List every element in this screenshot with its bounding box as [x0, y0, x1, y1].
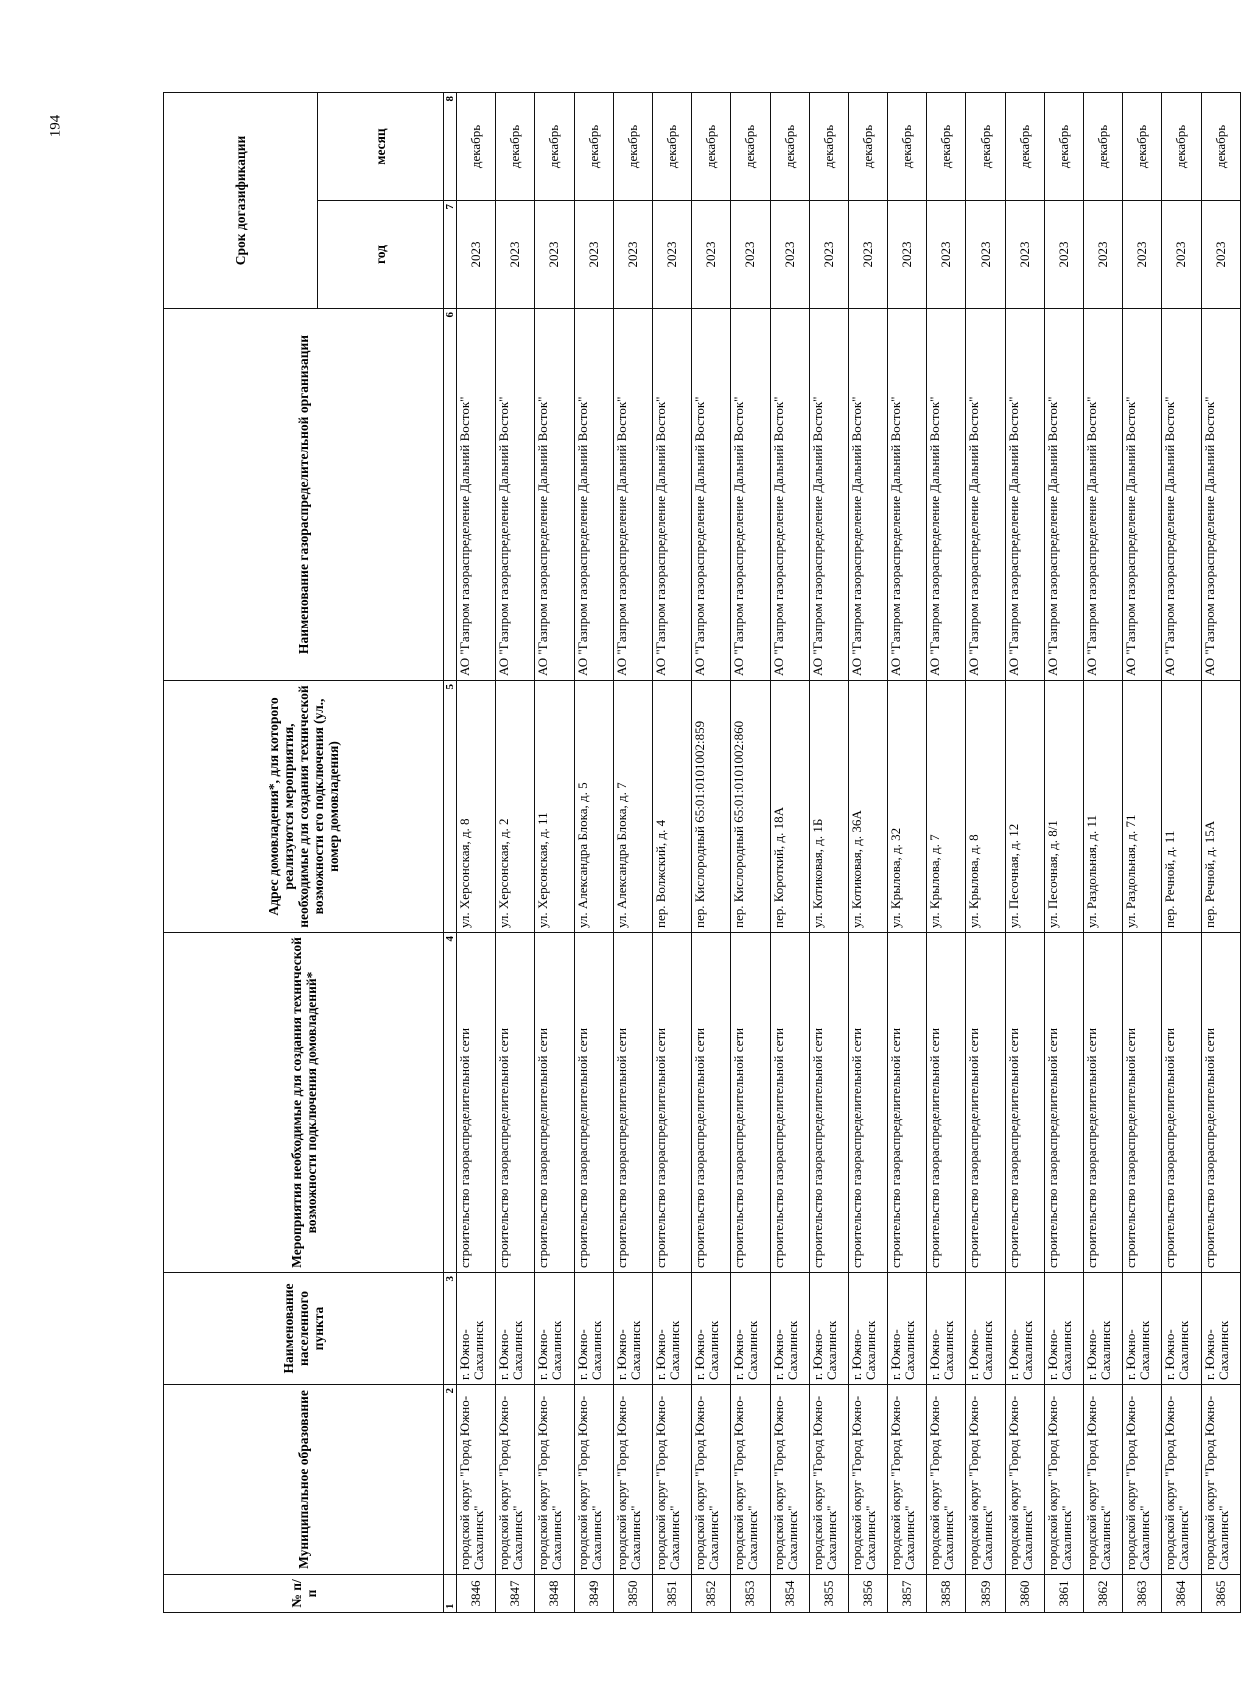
cell-address: ул. Котиковая, д. 1Б	[809, 681, 848, 933]
table-row	[535, 92, 574, 1612]
cell-measures: строительство газораспределительной сети	[848, 933, 887, 1273]
cell-year: 2023	[731, 201, 770, 309]
cell-settlement: г. Южно-Сахалинск	[613, 1273, 652, 1385]
cell-municipality: городской округ "Город Южно-Сахалинск"	[770, 1385, 809, 1575]
cell-gdo: АО "Газпром газораспределение Дальний Восток"	[1044, 309, 1083, 681]
cell-year: 2023	[496, 201, 535, 309]
cell-month: декабрь	[1201, 92, 1240, 200]
cell-year: 2023	[1162, 201, 1201, 309]
cell-measures: строительство газораспределительной сети	[1201, 933, 1240, 1273]
cell-gdo: АО "Газпром газораспределение Дальний Восток"	[496, 309, 535, 681]
cell-settlement: г. Южно-Сахалинск	[496, 1273, 535, 1385]
column-number: 1	[444, 1575, 457, 1613]
cell-gdo: АО "Газпром газораспределение Дальний Восток"	[1201, 309, 1240, 681]
column-number: 3	[444, 1273, 457, 1385]
header-row	[164, 92, 318, 1612]
cell-address: ул. Херсонская, д. 2	[496, 681, 535, 933]
cell-num: 3864	[1162, 1575, 1201, 1613]
cell-municipality: городской округ "Город Южно-Сахалинск"	[966, 1385, 1005, 1575]
cell-month: декабрь	[1162, 92, 1201, 200]
cell-num: 3846	[457, 1575, 496, 1613]
cell-address: ул. Котиковая, д. 36А	[848, 681, 887, 933]
table-row	[1084, 92, 1123, 1612]
cell-year: 2023	[966, 201, 1005, 309]
cell-month: декабрь	[848, 92, 887, 200]
table-header	[164, 92, 457, 1612]
cell-settlement: г. Южно-Сахалинск	[652, 1273, 691, 1385]
cell-num: 3865	[1201, 1575, 1240, 1613]
cell-num: 3850	[613, 1575, 652, 1613]
header-year: год	[318, 201, 444, 309]
cell-municipality: городской округ "Город Южно-Сахалинск"	[848, 1385, 887, 1575]
cell-municipality: городской округ "Город Южно-Сахалинск"	[1201, 1385, 1240, 1575]
cell-address: пер. Речной, д. 15А	[1201, 681, 1240, 933]
header-gdo: Наименование газораспределительной организации	[164, 309, 444, 681]
cell-num: 3861	[1044, 1575, 1083, 1613]
cell-month: декабрь	[888, 92, 927, 200]
table-row	[1162, 92, 1201, 1612]
cell-settlement: г. Южно-Сахалинск	[1005, 1273, 1044, 1385]
cell-address: ул. Херсонская, д. 8	[457, 681, 496, 933]
cell-num: 3854	[770, 1575, 809, 1613]
cell-month: декабрь	[1123, 92, 1162, 200]
cell-gdo: АО "Газпром газораспределение Дальний Восток"	[927, 309, 966, 681]
cell-gdo: АО "Газпром газораспределение Дальний Восток"	[731, 309, 770, 681]
cell-year: 2023	[535, 201, 574, 309]
cell-gdo: АО "Газпром газораспределение Дальний Восток"	[809, 309, 848, 681]
cell-municipality: городской округ "Город Южно-Сахалинск"	[535, 1385, 574, 1575]
cell-num: 3857	[888, 1575, 927, 1613]
cell-month: декабрь	[574, 92, 613, 200]
cell-settlement: г. Южно-Сахалинск	[574, 1273, 613, 1385]
cell-settlement: г. Южно-Сахалинск	[848, 1273, 887, 1385]
cell-settlement: г. Южно-Сахалинск	[1162, 1273, 1201, 1385]
column-number: 8	[444, 92, 457, 200]
cell-address: ул. Раздольная, д. 71	[1123, 681, 1162, 933]
cell-address: пер. Кислородный 65:01:0101002:860	[731, 681, 770, 933]
cell-measures: строительство газораспределительной сети	[496, 933, 535, 1273]
table-row	[574, 92, 613, 1612]
cell-num: 3862	[1084, 1575, 1123, 1613]
cell-municipality: городской округ "Город Южно-Сахалинск"	[692, 1385, 731, 1575]
cell-municipality: городской округ "Город Южно-Сахалинск"	[652, 1385, 691, 1575]
cell-num: 3858	[927, 1575, 966, 1613]
cell-measures: строительство газораспределительной сети	[1123, 933, 1162, 1273]
table-row	[613, 92, 652, 1612]
table-row	[848, 92, 887, 1612]
cell-settlement: г. Южно-Сахалинск	[770, 1273, 809, 1385]
cell-measures: строительство газораспределительной сети	[652, 933, 691, 1273]
cell-year: 2023	[1123, 201, 1162, 309]
cell-year: 2023	[613, 201, 652, 309]
header-settlement: Наименование населенного пункта	[164, 1273, 444, 1385]
table-row	[888, 92, 927, 1612]
cell-gdo: АО "Газпром газораспределение Дальний Восток"	[770, 309, 809, 681]
cell-gdo: АО "Газпром газораспределение Дальний Восток"	[1162, 309, 1201, 681]
cell-address: ул. Александра Блока, д. 7	[613, 681, 652, 933]
cell-gdo: АО "Газпром газораспределение Дальний Восток"	[1005, 309, 1044, 681]
header-measures: Мероприятия необходимые для создания технической возможности подключения домовладений*	[164, 933, 444, 1273]
header-month: месяц	[318, 92, 444, 200]
table-row	[809, 92, 848, 1612]
cell-municipality: городской округ "Город Южно-Сахалинск"	[888, 1385, 927, 1575]
cell-measures: строительство газораспределительной сети	[574, 933, 613, 1273]
cell-year: 2023	[809, 201, 848, 309]
cell-address: ул. Херсонская, д. 11	[535, 681, 574, 933]
table-row	[770, 92, 809, 1612]
table-row	[652, 92, 691, 1612]
cell-measures: строительство газораспределительной сети	[1162, 933, 1201, 1273]
cell-num: 3863	[1123, 1575, 1162, 1613]
cell-num: 3847	[496, 1575, 535, 1613]
cell-address: ул. Крылова, д. 32	[888, 681, 927, 933]
cell-settlement: г. Южно-Сахалинск	[731, 1273, 770, 1385]
cell-gdo: АО "Газпром газораспределение Дальний Восток"	[574, 309, 613, 681]
header-address: Адрес домовладения*, для которого реализуются мероприятия, необходимые для создания технической возможности его подключения (ул., номер домовладения)	[164, 681, 444, 933]
cell-address: ул. Крылова, д. 7	[927, 681, 966, 933]
cell-num: 3856	[848, 1575, 887, 1613]
cell-num: 3860	[1005, 1575, 1044, 1613]
cell-measures: строительство газораспределительной сети	[770, 933, 809, 1273]
cell-measures: строительство газораспределительной сети	[1005, 933, 1044, 1273]
cell-municipality: городской округ "Город Южно-Сахалинск"	[1005, 1385, 1044, 1575]
cell-municipality: городской округ "Город Южно-Сахалинск"	[731, 1385, 770, 1575]
rotated-table-container	[163, 93, 1231, 1613]
table-body	[457, 92, 1241, 1612]
cell-measures: строительство газораспределительной сети	[613, 933, 652, 1273]
cell-gdo: АО "Газпром газораспределение Дальний Восток"	[613, 309, 652, 681]
cell-month: декабрь	[809, 92, 848, 200]
cell-month: декабрь	[457, 92, 496, 200]
table-row	[927, 92, 966, 1612]
cell-gdo: АО "Газпром газораспределение Дальний Восток"	[535, 309, 574, 681]
cell-year: 2023	[927, 201, 966, 309]
cell-measures: строительство газораспределительной сети	[535, 933, 574, 1273]
cell-month: декабрь	[1044, 92, 1083, 200]
cell-year: 2023	[1201, 201, 1240, 309]
column-number: 2	[444, 1385, 457, 1575]
cell-gdo: АО "Газпром газораспределение Дальний Восток"	[1084, 309, 1123, 681]
cell-gdo: АО "Газпром газораспределение Дальний Восток"	[692, 309, 731, 681]
cell-year: 2023	[848, 201, 887, 309]
cell-settlement: г. Южно-Сахалинск	[1201, 1273, 1240, 1385]
cell-municipality: городской округ "Город Южно-Сахалинск"	[1084, 1385, 1123, 1575]
cell-settlement: г. Южно-Сахалинск	[966, 1273, 1005, 1385]
cell-address: ул. Песочная, д. 12	[1005, 681, 1044, 933]
cell-measures: строительство газораспределительной сети	[1044, 933, 1083, 1273]
cell-measures: строительство газораспределительной сети	[731, 933, 770, 1273]
cell-settlement: г. Южно-Сахалинск	[1084, 1273, 1123, 1385]
cell-municipality: городской округ "Город Южно-Сахалинск"	[457, 1385, 496, 1575]
cell-municipality: городской округ "Город Южно-Сахалинск"	[1123, 1385, 1162, 1575]
cell-year: 2023	[652, 201, 691, 309]
cell-year: 2023	[692, 201, 731, 309]
cell-address: пер. Кислородный 65:01:0101002:859	[692, 681, 731, 933]
cell-month: декабрь	[966, 92, 1005, 200]
gasification-table	[163, 92, 1241, 1613]
cell-num: 3848	[535, 1575, 574, 1613]
cell-municipality: городской округ "Город Южно-Сахалинск"	[1162, 1385, 1201, 1575]
cell-measures: строительство газораспределительной сети	[809, 933, 848, 1273]
cell-settlement: г. Южно-Сахалинск	[809, 1273, 848, 1385]
header-num: № п/п	[164, 1575, 444, 1613]
cell-address: ул. Крылова, д. 8	[966, 681, 1005, 933]
cell-year: 2023	[1084, 201, 1123, 309]
cell-gdo: АО "Газпром газораспределение Дальний Восток"	[888, 309, 927, 681]
cell-settlement: г. Южно-Сахалинск	[535, 1273, 574, 1385]
column-number: 6	[444, 309, 457, 681]
column-number: 5	[444, 681, 457, 933]
table-row	[1201, 92, 1240, 1612]
cell-settlement: г. Южно-Сахалинск	[457, 1273, 496, 1385]
cell-month: декабрь	[652, 92, 691, 200]
cell-settlement: г. Южно-Сахалинск	[1044, 1273, 1083, 1385]
cell-month: декабрь	[613, 92, 652, 200]
cell-address: пер. Волжский, д. 4	[652, 681, 691, 933]
cell-num: 3855	[809, 1575, 848, 1613]
column-number-row	[444, 92, 457, 1612]
cell-num: 3849	[574, 1575, 613, 1613]
cell-measures: строительство газораспределительной сети	[888, 933, 927, 1273]
cell-month: декабрь	[770, 92, 809, 200]
cell-address: ул. Александра Блока, д. 5	[574, 681, 613, 933]
cell-num: 3859	[966, 1575, 1005, 1613]
cell-settlement: г. Южно-Сахалинск	[888, 1273, 927, 1385]
cell-gdo: АО "Газпром газораспределение Дальний Восток"	[848, 309, 887, 681]
cell-num: 3851	[652, 1575, 691, 1613]
cell-municipality: городской округ "Город Южно-Сахалинск"	[809, 1385, 848, 1575]
header-municipality: Муниципальное образование	[164, 1385, 444, 1575]
column-number: 4	[444, 933, 457, 1273]
table-row	[731, 92, 770, 1612]
table-row	[1044, 92, 1083, 1612]
cell-measures: строительство газораспределительной сети	[1084, 933, 1123, 1273]
cell-settlement: г. Южно-Сахалинск	[927, 1273, 966, 1385]
cell-address: ул. Песочная, д. 8/1	[1044, 681, 1083, 933]
cell-address: пер. Короткий, д. 18А	[770, 681, 809, 933]
cell-measures: строительство газораспределительной сети	[966, 933, 1005, 1273]
cell-month: декабрь	[692, 92, 731, 200]
cell-municipality: городской округ "Город Южно-Сахалинск"	[1044, 1385, 1083, 1575]
cell-month: декабрь	[927, 92, 966, 200]
cell-municipality: городской округ "Город Южно-Сахалинск"	[613, 1385, 652, 1575]
cell-gdo: АО "Газпром газораспределение Дальний Восток"	[966, 309, 1005, 681]
cell-month: декабрь	[731, 92, 770, 200]
cell-measures: строительство газораспределительной сети	[457, 933, 496, 1273]
cell-measures: строительство газораспределительной сети	[927, 933, 966, 1273]
cell-month: декабрь	[1005, 92, 1044, 200]
cell-month: декабрь	[496, 92, 535, 200]
table-row	[496, 92, 535, 1612]
cell-year: 2023	[1005, 201, 1044, 309]
cell-gdo: АО "Газпром газораспределение Дальний Восток"	[457, 309, 496, 681]
cell-settlement: г. Южно-Сахалинск	[1123, 1273, 1162, 1385]
cell-num: 3852	[692, 1575, 731, 1613]
cell-address: пер. Речной, д. 11	[1162, 681, 1201, 933]
table-row	[692, 92, 731, 1612]
cell-gdo: АО "Газпром газораспределение Дальний Восток"	[652, 309, 691, 681]
header-term: Срок догазификации	[164, 92, 318, 308]
page-number: 194	[47, 114, 64, 138]
table-row	[966, 92, 1005, 1612]
cell-settlement: г. Южно-Сахалинск	[692, 1273, 731, 1385]
column-number: 7	[444, 201, 457, 309]
cell-month: декабрь	[1084, 92, 1123, 200]
cell-year: 2023	[770, 201, 809, 309]
cell-measures: строительство газораспределительной сети	[692, 933, 731, 1273]
table-row	[457, 92, 496, 1612]
cell-municipality: городской округ "Город Южно-Сахалинск"	[927, 1385, 966, 1575]
cell-month: декабрь	[535, 92, 574, 200]
cell-year: 2023	[1044, 201, 1083, 309]
cell-municipality: городской округ "Город Южно-Сахалинск"	[574, 1385, 613, 1575]
table-row	[1123, 92, 1162, 1612]
cell-year: 2023	[888, 201, 927, 309]
cell-gdo: АО "Газпром газораспределение Дальний Восток"	[1123, 309, 1162, 681]
table-row	[1005, 92, 1044, 1612]
cell-year: 2023	[574, 201, 613, 309]
cell-year: 2023	[457, 201, 496, 309]
cell-num: 3853	[731, 1575, 770, 1613]
cell-municipality: городской округ "Город Южно-Сахалинск"	[496, 1385, 535, 1575]
cell-address: ул. Раздольная, д. 11	[1084, 681, 1123, 933]
